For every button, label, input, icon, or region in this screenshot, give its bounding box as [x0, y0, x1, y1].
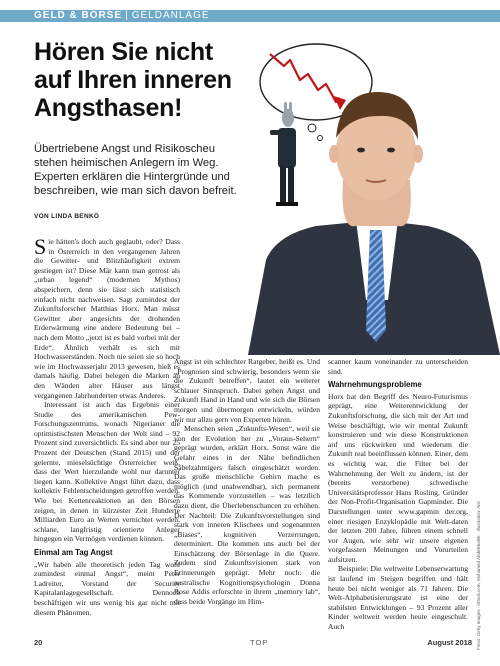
paragraph: Sie hätten's doch auch geglaubt, oder? Dass in Österreich in den vergangenen Jahren die Gewitter- und Blitzhäufigkeit extrem gestiegen ist? Diese Mär kann man getrost als „urban legend“ (modernen Mythos) abspeichern, denn sie lässt sich statistisch einfach nicht nachweisen. Sagt zumindest der Zukunftsforscher Matthias Horx. Man müsst Gewitter aber angesichts der drohenden Erderwärmung eine andere Bedeutung bei – nach dem Motto „jetzt ist es bald vorbei mit der Erde“. Ähnlich verhält es sich mit Hochwasserständen. Noch nie seien sie so hoch wie im Hochwasserjahr 2013 gewesen, hieß es damals häufig. Dabei belegen die Marken an den Wänden alter Häuser aus längst vergangenen Jahrhunderten etwas Anderes.: [34, 234, 180, 400]
drop-cap: S: [34, 234, 47, 259]
article-column-1: [34, 234, 180, 617]
subheading: Einmal am Tag Angst: [34, 548, 113, 557]
section-header: [0, 0, 500, 22]
magazine-name: TOP: [250, 638, 269, 647]
paragraph: Menschen seien „Zukunfts-Wesen“, weil sie von der Evolution her zu „Voraus-Sehern“ geprägt wurden, erklärt Horx. Sonst wäre die Gefahr eines in der Nähe befindlichen Säbelzahntigers falsch eingeschätzt worden. Das große menschliche Gehirn mache es möglich (und unabwendbar), sich permanent das Kommende vorzustellen – was letztlich dazu dient, die Überlebenschancen zu erhöhen. Der Nachteil: Die Zukunftsvorstellungen sind stark von inneren Klischees und sogenannten „Biases“, kognitiven Verzerrungen, determiniert. Die kommen uns auch bei der Einschätzung der Börsenlage in die Quere. Zudem sind Zukunftsvisionen stark von Erinnerungen geprägt. Mehr noch: die australische Kognitionspsychologin Donna Rose Addis erforschte in ihrem „memory lab“, dass beide Vorgänge im Him-: [174, 424, 320, 606]
page-number: 20: [34, 638, 43, 647]
article-lead: Übertriebene Angst und Risikoscheu stehen heimischen Anlegern im Weg. Experten erklären die Hintergründe und beschreiben, wie man sich davon befreit.: [34, 143, 237, 197]
subheading: Wahrnehmungsprobleme: [328, 380, 422, 390]
issue-date: August 2018: [427, 638, 472, 647]
paragraph: Beispiele: Die weltweite Lebenserwartung ist laufend im Steigen begriffen und hält heute bei nicht weniger als 71 Jahren. Die Welt-Alphabetisierungsrate ist eine der stabilsten Entwicklungen – 93 Prozent aller Kinder weltweit werden heute eingeschult. Auch: [328, 564, 468, 632]
section-label: GELD & BÖRSE | GELDANLAGE: [34, 10, 210, 21]
article-column-3: [328, 357, 468, 632]
paragraph: scanner kaum voneinander zu unterscheiden sind.: [328, 357, 468, 376]
subsection-name: GELDANLAGE: [131, 10, 210, 21]
paragraph: Horx hat den Begriff des Neuro-Futurismus geprägt, eine Weiterentwicklung der Zukunftsforschung, die sich mit der Art und Weise beschäftigt, wie wir mental Zukunft konstruieren und wie diese Konstruktionen auf uns rückwirken und wiederum die Zukunft real beeinflussen können. Einer, dem es wichtig war, die Filter bei der Wahrnehmung der Welt zu ändern, ist der (bereits verstorbene) schwedische Universitätsprofessor Hans Rosling, Gründer der Non-Profit-Organisation Gapminder. Die Darstellungen unter www.gapmin der.org, einer riesigen Enzyklopädie mit Welt-daten der letzten 200 Jahre, führen einem schnell vor Augen, wie sehr wir unsere eigenen vorgefassten Meinungen und Vorurteilen aufsitzen.: [328, 391, 468, 564]
article-column-2: [174, 357, 320, 606]
rabbit-man-figure: [270, 102, 298, 206]
article-illustration: [228, 30, 500, 355]
section-name: GELD & BÖRSE: [34, 10, 123, 21]
paragraph: Angst ist ein schlechter Ratgeber, heißt es. Und „Prognosen sind schwierig, besonders wenn sie die Zukunft betreffen“, lautet ein weiterer schlauer Sinnspruch. Dabei gehen Angst und Zukunft Hand in Hand und wie sich die Börsen morgen und übermorgen entwickeln, würden wir nur allzu gern von Experten hören.: [174, 357, 320, 424]
article-byline: VON LINDA BENKÖ: [34, 213, 100, 220]
page-footer: [0, 638, 500, 652]
article-headline: Hören Sie nicht auf Ihren inneren Angsthasen!: [34, 38, 232, 122]
photo-credit: Fotos: Getty Images · iStock.com, Mohamed Abdelkhalek · Illustration: Aisl: [476, 501, 481, 650]
paragraph: Interessant ist auch das Ergebnis einer Studie des amerikanischen Pew-Forschungszentrums, wonach Nigerianer die optimistischsten Menschen der Welt sind – 92 Prozent sind zuversichtlich. Es sind aber nur 25 Prozent der Deutschen (Stand 2015) und der gelernte, mieselsüchtige Österreicher weiß, dass der Wert hierzulande wohl nur darunter liegen kann. Kollektive Angst führt dazu, dass kollektiv Fehlentscheidungen getroffen werden. Wie bei Kettenreaktionen an den Börsen zeigen, in denen in kürzester Zeit Hunderte Milliarden Euro an Werten vernichtet werden, schlane, langfristig orientierte Anleger hingegen ein Vermögen verdienen können.: [34, 400, 180, 544]
paragraph: „Wir haben alle theoretisch jeden Tag wohl zumindest einmal Angst“, meint Peter Ladreiter, Vorstand der Security Kapitalanlagegesellschaft. Dennoch beschäftigen wir uns wenig bis gar nicht mit diesem Phänomen.: [34, 559, 180, 617]
